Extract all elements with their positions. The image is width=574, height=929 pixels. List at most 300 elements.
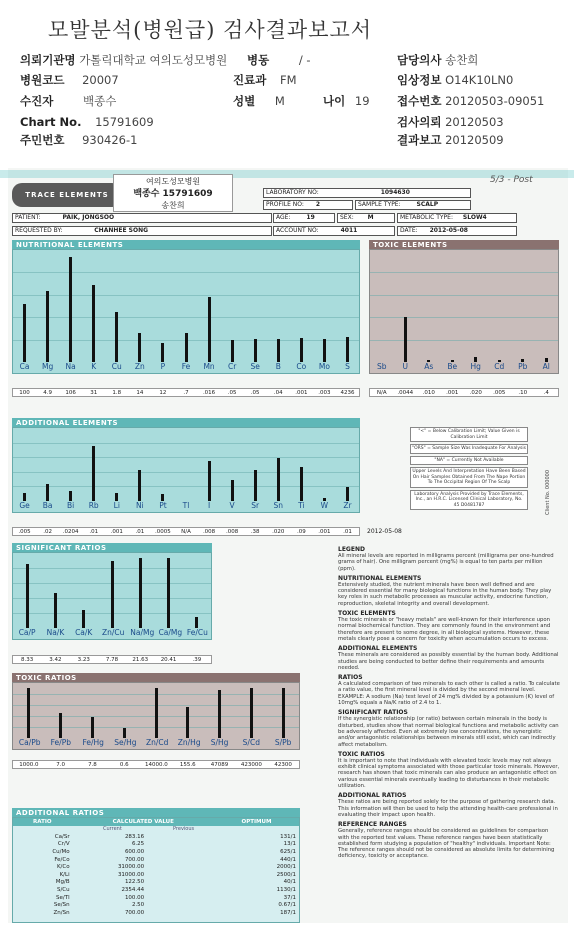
value-label: 14	[136, 390, 144, 396]
bar-fe	[185, 333, 188, 362]
value-label: 3.42	[49, 657, 62, 663]
value-label: 0.6	[119, 762, 129, 768]
value-label: .016	[202, 390, 216, 396]
age-box: AGE: 19	[273, 213, 335, 223]
category-label: Ge	[19, 501, 30, 510]
category-label: Fe/Hg	[82, 738, 104, 747]
doctor-row	[397, 53, 478, 67]
legend-ors: "ORS" = Sample Size Was Inadequate For Analysis	[410, 444, 528, 454]
nutritional-chart	[12, 249, 360, 374]
patient-label: 수진자	[20, 94, 54, 108]
table-cell: 13/1	[283, 841, 296, 848]
category-label: Ba	[42, 501, 53, 510]
gridline	[13, 272, 359, 273]
patient-box: PATIENT: PAIK, JONGSOO	[12, 213, 272, 223]
sample-box: SAMPLE TYPE: SCALP	[355, 200, 471, 210]
bar-s-hg	[218, 690, 221, 738]
table-cell: Mg/B	[55, 879, 70, 886]
legend-date: 2012-05-08	[367, 528, 402, 535]
category-label: Zr	[343, 501, 352, 510]
explanation-text: Generally, reference ranges should be considered as guidelines for comparison with the reported test values. These reference ranges have been statistically established form studying a population of "healthy" individuals. Important Note: The reference ranges should not be considered as absolute limits for determining deficiency, toxicity or acceptance.	[338, 828, 555, 860]
value-label: 155.6	[179, 762, 196, 768]
bar-mn	[208, 297, 211, 362]
doctor-value: 송찬희	[445, 53, 479, 67]
profile-box: PROFILE NO: 2	[263, 200, 353, 210]
additional-title: ADDITIONAL ELEMENTS	[12, 418, 360, 428]
bar-se-hg	[123, 728, 126, 738]
category-label: Al	[542, 362, 550, 371]
bar-zn-hg	[186, 707, 189, 738]
table-cell: K/Co	[56, 864, 70, 871]
category-label: Be	[447, 362, 458, 371]
table-row	[13, 841, 299, 849]
ratio-subheader: Current Previous	[103, 826, 195, 832]
category-label: K	[91, 362, 97, 371]
value-label: .04	[273, 390, 283, 396]
category-label: I	[207, 501, 211, 510]
table-cell	[147, 833, 221, 841]
category-label: Mg	[41, 362, 54, 371]
table-cell: K/Li	[59, 871, 70, 878]
legend-lab: Laboratory Analysis Provided by Trace Elements, Inc., an H.R.C. Licensed Clinical Laboratory, No. 45 D0481787	[410, 490, 528, 511]
ward-row	[247, 53, 311, 67]
value-label: 100	[19, 390, 30, 396]
significant-ratios-chart	[12, 552, 212, 640]
bar-na	[69, 257, 72, 362]
category-label: S/Hg	[210, 738, 229, 747]
value-label: 14000.0	[145, 762, 168, 768]
ratio-table	[13, 833, 299, 917]
hospital-stamp	[113, 174, 233, 212]
category-label: Ca/K	[75, 628, 93, 637]
category-label: Mn	[203, 362, 215, 371]
value-label: 7.8	[88, 762, 97, 768]
bar-zn-cu	[111, 561, 114, 628]
toxic-ratios-chart	[12, 682, 300, 750]
age-value: 19	[354, 94, 370, 108]
explanation-heading: NUTRITIONAL ELEMENTS	[338, 574, 422, 582]
value-label: .0044	[397, 390, 414, 396]
value-label: 3.23	[77, 657, 90, 663]
table-row	[13, 833, 299, 841]
bar-ti	[300, 467, 303, 502]
additional-chart	[12, 427, 360, 513]
table-cell: 1130/1	[276, 886, 296, 893]
table-cell: Zn/Sn	[53, 909, 70, 916]
table-row	[13, 863, 299, 871]
category-label: S	[345, 362, 350, 371]
date-box: DATE: 2012-05-08	[397, 226, 517, 236]
value-label: .008	[202, 529, 216, 535]
col-calculated: CALCULATED VALUE	[112, 819, 174, 825]
value-label: 8.33	[21, 657, 34, 663]
additional-values	[12, 527, 360, 536]
category-label: Pb	[518, 362, 528, 371]
explanation-heading: REFERENCE RANGES	[338, 821, 407, 829]
age-label: 나이	[323, 94, 346, 108]
table-cell: 2354.44	[121, 886, 145, 893]
table-row	[13, 879, 299, 887]
toxic-values	[369, 388, 559, 397]
page-title: 모발분석(병원급) 검사결과보고서	[48, 18, 373, 42]
value-label: .10	[518, 390, 528, 396]
category-label: Zn	[134, 362, 145, 371]
bar-na-mg	[139, 558, 142, 628]
explanation-text: Extensively studied, the nutrient minerals have been well defined and are considered essential for many biological functions in the human body. They play key roles in such metabolic processes as muscular activity, endocrine function, reproduction, skeletal integrity and overall development.	[338, 581, 552, 607]
lab-no-box: LABORATORY NO: 1094630	[263, 188, 471, 198]
dept-value: FM	[279, 73, 297, 87]
table-cell: 625/1	[280, 848, 296, 855]
table-cell: Cr/V	[57, 841, 70, 848]
result-value: 20120509	[445, 133, 504, 147]
request-row	[397, 115, 504, 129]
sex-row	[233, 94, 285, 108]
result-row	[397, 133, 504, 147]
gridline	[370, 317, 558, 318]
table-cell: Fe/Co	[54, 856, 70, 863]
explanation-heading: LEGEND	[338, 546, 365, 553]
bar-k	[92, 285, 95, 362]
bar-sr	[254, 470, 257, 501]
category-label: Li	[113, 501, 120, 510]
category-label: Fe/Cu	[186, 628, 208, 637]
toxic-title: TOXIC ELEMENTS	[369, 240, 559, 250]
table-cell	[147, 886, 221, 894]
value-label: .0204	[62, 529, 79, 535]
explanation-text: All mineral levels are reported in milligrams percent (milligrams per one-hundred grams of hair). One milligram percent (mg%) is equal to ten parts per million (ppm).	[338, 553, 554, 572]
value-label: .020	[272, 529, 285, 535]
value-label: .008	[226, 529, 239, 535]
explanation-text: It is important to note that individuals with elevated toxic levels may not always exhibit clinical symptoms associated with those particular toxic minerals. However, research has shown that toxic minerals can also produce an antagonistic effect on various essential minerals eventually leading to disturbances in their metabolic utilization.	[338, 757, 560, 790]
ratio-table-header	[13, 818, 299, 826]
bar-ca	[23, 304, 26, 362]
table-cell: 37/1	[283, 894, 296, 901]
legend-panel	[410, 427, 528, 510]
table-cell	[147, 894, 221, 902]
lab-name: TRACE ELEMENTS	[25, 191, 109, 199]
nutritional-values	[12, 388, 360, 397]
bar-ca-mg	[167, 558, 170, 628]
bar-p	[161, 343, 164, 362]
table-cell	[147, 841, 221, 849]
table-cell: Ca/Sr	[54, 833, 70, 840]
explanation-heading: TOXIC ELEMENTS	[338, 610, 396, 618]
explanation-text: If the synergistic relationship (or ratio) between certain minerals in the body is disturbed, studies show that normal biological functions and metabolic activity can be adversely affected. Even at extremely low concentrations, the synergistic and/or antagonistic relationships between minerals still exist, which can indirectly affect metabolism.	[338, 716, 559, 748]
hospcode-label: 병원코드	[20, 73, 65, 87]
request-value: 20120503	[445, 115, 504, 129]
bar-bi	[69, 491, 72, 501]
bar-u	[404, 317, 407, 362]
dept-row	[233, 73, 297, 87]
hospcode-row	[20, 73, 119, 87]
category-label: Bi	[67, 501, 75, 510]
metabolic-box: METABOLIC TYPE: SLOW4	[397, 213, 517, 223]
sex-box: SEX: M	[337, 213, 395, 223]
explanation-heading: ADDITIONAL ELEMENTS	[338, 645, 418, 653]
toxic-chart	[369, 249, 559, 374]
chartno-value: 15791609	[95, 115, 154, 129]
category-label: Na/K	[46, 628, 65, 637]
dept-label: 진료과	[233, 73, 267, 87]
value-label: 21.63	[132, 657, 149, 663]
value-label: .05	[227, 390, 237, 396]
nutritional-title: NUTRITIONAL ELEMENTS	[12, 240, 360, 250]
toxic-ratios-title: TOXIC RATIOS	[12, 673, 300, 683]
category-label: Fe/Pb	[50, 738, 71, 747]
value-label: .010	[422, 390, 435, 396]
explanation-heading: RATIOS	[338, 674, 363, 682]
value-label: 4236	[340, 390, 355, 396]
table-row	[13, 909, 299, 917]
table-cell	[147, 871, 221, 879]
gridline	[13, 486, 359, 487]
category-label: Zn/Hg	[177, 738, 201, 747]
scan-edge-strip	[0, 170, 574, 178]
category-label: Ni	[136, 501, 144, 510]
gridline	[13, 443, 359, 444]
table-cell: 31000.00	[117, 864, 145, 871]
explanation-text: The toxic minerals or "heavy metals" are well-known for their interference upon normal biochemical function. They are commonly found in the environment and therefore are present to some degree, in all biological systems. However, these metals clearly pose a concern for toxicity when accumulation occurs to excess.	[338, 617, 551, 642]
value-label: .38	[250, 529, 260, 535]
patient-row	[20, 94, 116, 108]
value-label: 12	[159, 390, 167, 396]
gridline	[370, 272, 558, 273]
institution-label: 의뢰기관명	[20, 53, 76, 67]
value-label: .01	[89, 529, 99, 535]
additional-ratios-panel	[12, 817, 300, 923]
additional-ratios-title: ADDITIONAL RATIOS	[12, 808, 300, 818]
value-label: .01	[135, 529, 145, 535]
bar-rb	[92, 446, 95, 501]
patient-value: 백종수	[82, 94, 117, 108]
category-label: Ca	[19, 362, 30, 371]
value-label: 106	[65, 390, 76, 396]
sex-value: M	[274, 94, 285, 108]
bar-s-cd	[250, 688, 253, 738]
category-label: S/Pb	[274, 738, 292, 747]
value-label: 4.9	[43, 390, 52, 396]
table-cell: 40/1	[283, 879, 296, 886]
table-row	[13, 871, 299, 879]
table-cell	[147, 901, 221, 909]
col-ratio: RATIO	[33, 819, 52, 825]
legend-na: "NA" = Currently Not Available	[410, 456, 528, 466]
category-label: Ti	[298, 501, 305, 510]
legend-upper-levels: Upper Levels And Interpretation Have Been Based On Hair Samples Obtained From The Nape Portion To The Occipital Region Of The Scalp	[410, 467, 528, 488]
category-label: U	[402, 362, 408, 371]
bar-pt	[161, 494, 164, 501]
bar-ca-pb	[27, 688, 30, 738]
explanation-heading: SIGNIFICANT RATIOS	[338, 709, 408, 717]
bar-b	[277, 339, 280, 362]
chartno-label: Chart No.	[20, 115, 82, 129]
bar-se	[254, 339, 257, 362]
explanation-heading: TOXIC RATIOS	[338, 750, 385, 758]
table-row	[13, 886, 299, 894]
table-cell: 2.50	[131, 902, 145, 909]
rrn-value: 930426-1	[82, 133, 138, 147]
institution-value: 가톨릭대학교 여의도성모병원	[79, 53, 228, 67]
value-label: .7	[183, 390, 189, 396]
value-label: .05	[250, 390, 260, 396]
value-label: .0005	[155, 529, 171, 535]
category-label: Cr	[227, 362, 237, 371]
handwritten-note: 5/3 - Post	[490, 175, 533, 185]
bar-i	[208, 461, 211, 501]
value-label: .4	[543, 390, 549, 396]
value-label: .005	[493, 390, 506, 396]
table-cell: Se/Sn	[53, 902, 70, 909]
category-label: Mo	[318, 362, 330, 371]
bar-s	[346, 337, 349, 362]
category-label: Na	[65, 362, 76, 371]
table-cell: Cu/Mo	[52, 848, 70, 855]
bar-cu	[115, 312, 118, 362]
bar-s-pb	[282, 688, 285, 738]
table-cell	[147, 863, 221, 871]
account-box: ACCOUNT NO: 4011	[273, 226, 395, 236]
clinic-value: O14K10LN0	[445, 73, 514, 87]
stamp-hospital: 여의도성모병원	[145, 177, 201, 186]
gridline	[370, 340, 558, 341]
bar-ge	[23, 493, 26, 501]
value-label: .39	[192, 657, 202, 663]
category-label: Ca/P	[18, 628, 36, 637]
bar-cr	[231, 340, 234, 362]
bar-mo	[323, 339, 326, 362]
bar-fe-cu	[195, 617, 198, 628]
value-label: 7.0	[56, 762, 66, 768]
table-row	[13, 894, 299, 902]
explanation-text: These ratios are being reported solely for the purpose of gathering research data. This information will then be used to help the attending health-care professional in evaluating their impact upon health.	[338, 799, 558, 818]
category-label: Ca/Mg	[158, 628, 183, 637]
table-cell: 283.16	[124, 833, 145, 840]
value-label: .001	[295, 390, 308, 396]
rrn-label: 주민번호	[20, 133, 65, 147]
category-label: B	[275, 362, 281, 371]
rrn-row	[20, 133, 137, 147]
value-label: 31	[90, 390, 98, 396]
table-cell: 100.00	[124, 894, 145, 901]
category-label: Pt	[159, 501, 167, 510]
value-label: .003	[318, 390, 331, 396]
lab-logo	[12, 183, 122, 207]
category-label: Cd	[494, 362, 505, 371]
value-label: .001	[318, 529, 331, 535]
bar-na-k	[54, 593, 57, 629]
category-label: Na/Mg	[130, 628, 155, 637]
clinic-row	[397, 73, 513, 87]
bar-ca-p	[26, 564, 29, 628]
category-label: Ca/Pb	[18, 738, 41, 747]
gridline	[13, 472, 359, 473]
category-label: Sr	[251, 501, 260, 510]
value-label: 1.8	[112, 390, 122, 396]
value-label: 7.78	[105, 657, 119, 663]
table-cell: 440/1	[280, 856, 296, 863]
table-cell: 131/1	[280, 833, 296, 840]
bar-ni	[138, 470, 141, 501]
explanation-panel	[338, 543, 560, 923]
table-cell: 700.00	[124, 909, 145, 916]
value-label: 42300	[274, 762, 292, 768]
value-label: 423000	[240, 762, 262, 768]
receipt-row	[397, 94, 544, 108]
value-label: N/A	[181, 529, 191, 535]
gridline	[13, 457, 359, 458]
category-label: Rb	[88, 501, 99, 510]
bar-fe-pb	[59, 713, 62, 739]
table-row	[13, 848, 299, 856]
bar-v	[231, 480, 234, 501]
category-label: Co	[296, 362, 307, 371]
bar-ba	[46, 484, 49, 501]
explanation-heading: ADDITIONAL RATIOS	[338, 792, 407, 800]
request-label: 검사의뢰	[397, 115, 442, 129]
age-row	[323, 94, 370, 108]
category-label: Zn/Cu	[102, 628, 125, 637]
bar-ca-k	[82, 610, 85, 628]
table-cell: 600.00	[124, 848, 145, 855]
category-label: Hg	[470, 362, 481, 371]
category-label: Zn/Cd	[146, 738, 169, 747]
bar-zr	[346, 487, 349, 501]
category-label: Cu	[111, 362, 122, 371]
explanation-text: These minerals are considered as possibly essential by the human body. Additional studies are being conducted to better define their requirements and amounts needed.	[338, 652, 559, 671]
table-cell: 2500/1	[276, 871, 296, 878]
value-label: .020	[469, 390, 482, 396]
value-label: .09	[296, 529, 306, 535]
gridline	[370, 295, 558, 296]
bar-mg	[46, 291, 49, 362]
value-label: .005	[18, 529, 31, 535]
significant-ratios-values	[12, 655, 212, 664]
ward-value: / -	[298, 53, 311, 67]
value-label: 20.41	[160, 657, 177, 663]
significant-ratios-title: SIGNIFICANT RATIOS	[12, 543, 212, 553]
value-label: 1000.0	[19, 762, 39, 768]
table-cell: 6.25	[131, 841, 145, 848]
category-label: Tl	[182, 501, 190, 510]
bar-zn-cd	[155, 688, 158, 738]
result-label: 결과보고	[397, 133, 442, 147]
table-cell	[147, 879, 221, 887]
table-cell: 0.67/1	[278, 902, 296, 909]
table-cell: 2000/1	[276, 864, 296, 871]
category-label: Sb	[376, 362, 387, 371]
col-optimum: OPTIMUM	[241, 819, 272, 825]
chartno-row	[20, 115, 154, 129]
legend-below-limit: "<" = Below Calibration Limit; Value Given is Calibration Limit	[410, 427, 528, 442]
value-label: N/A	[376, 390, 387, 396]
value-label: .001	[446, 390, 459, 396]
table-cell	[147, 909, 221, 917]
value-label: 47089	[210, 762, 229, 768]
table-cell: 122.50	[124, 879, 145, 886]
requested-box: REQUESTED BY: CHANHEE SONG	[12, 226, 272, 236]
sex-label: 성별	[233, 94, 256, 108]
stamp-doctor: 송찬희	[161, 201, 185, 210]
category-label: P	[160, 362, 166, 371]
value-label: .01	[343, 529, 352, 535]
hospcode-value: 20007	[82, 73, 119, 87]
category-label: Se	[250, 362, 260, 371]
bar-li	[115, 493, 118, 501]
gridline	[13, 317, 359, 318]
explanation-text: A calculated comparison of two minerals to each other is called a ratio. To calculate a ratio value, the first mineral level is divided by the second mineral level. EXAMPLE: A sodium (Na) test level of 24 mg% divided by a potassium (K) level of 10mg% equals a Na/K ratio of 2.4 to 1.	[338, 681, 560, 707]
table-cell: 31000.00	[117, 871, 145, 878]
doctor-label: 담당의사	[397, 53, 442, 67]
